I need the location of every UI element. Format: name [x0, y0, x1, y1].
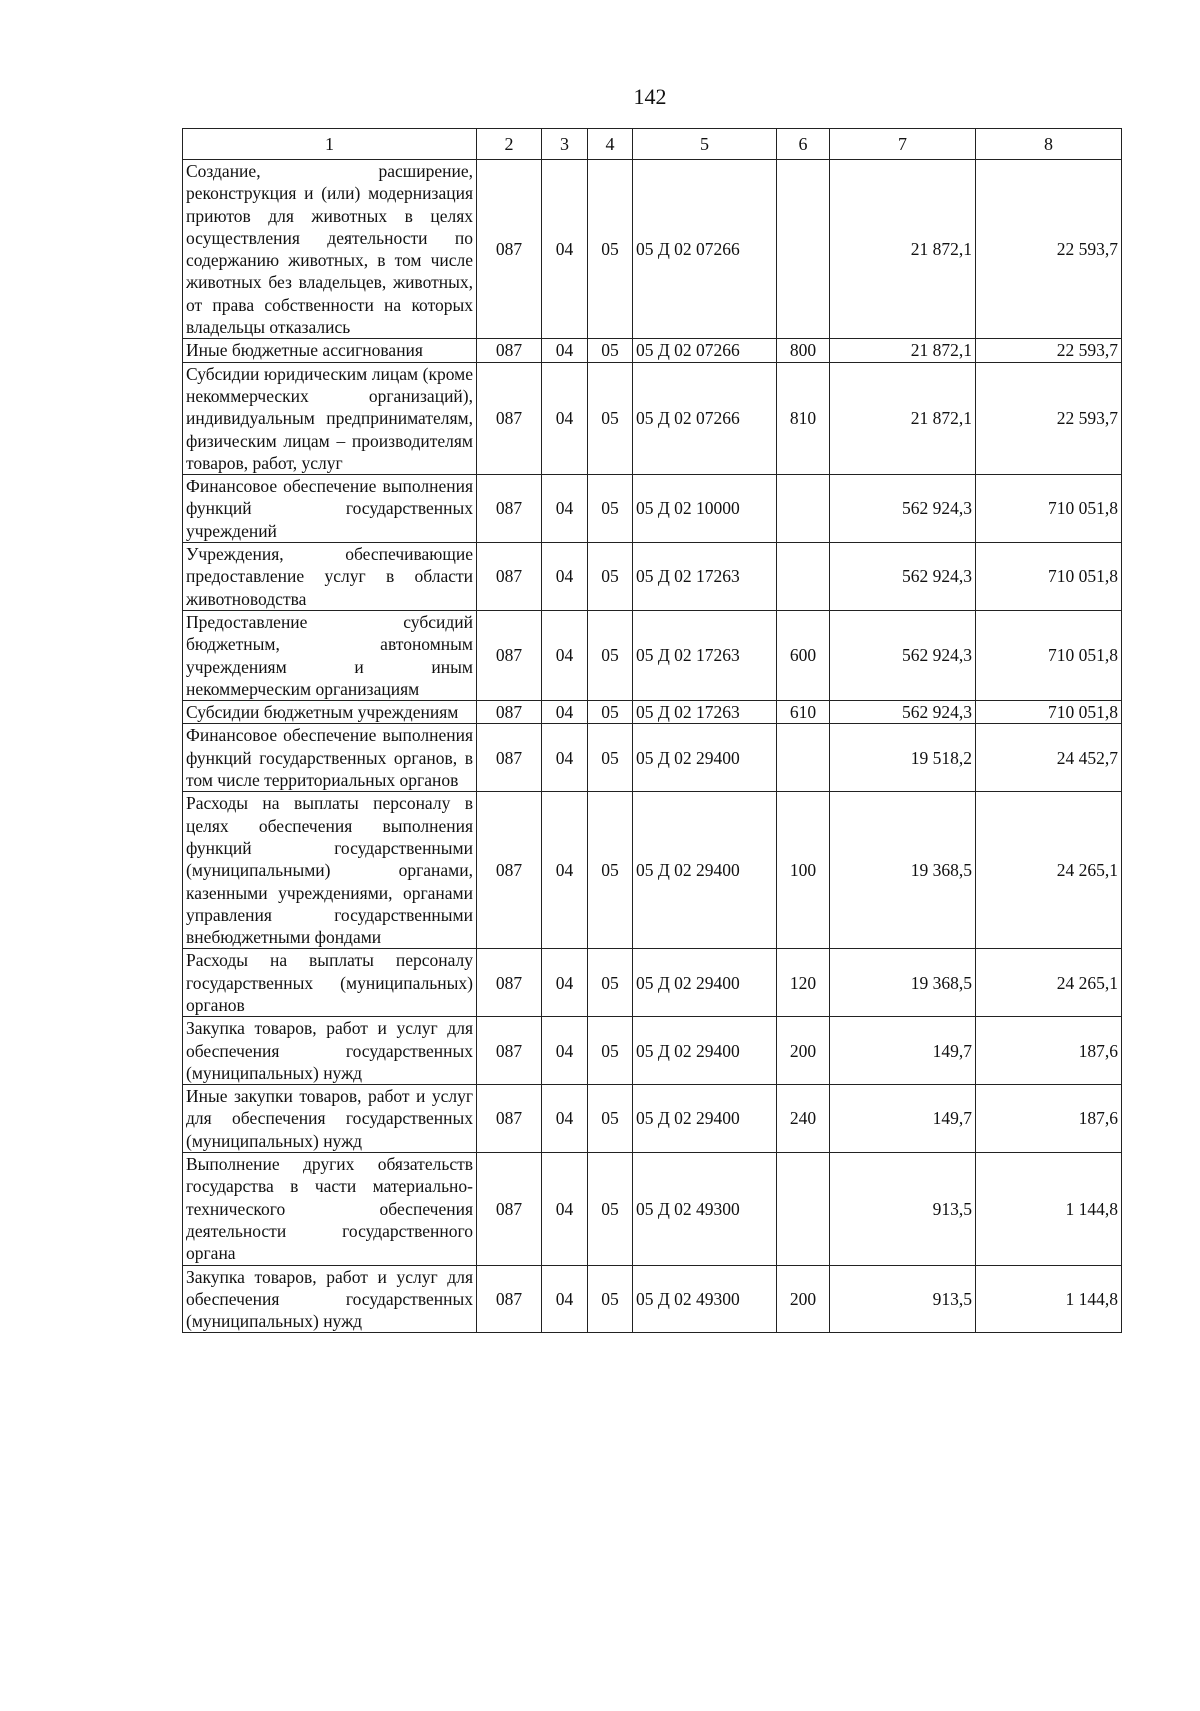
- target-article-cell: 05 Д 02 17263: [633, 543, 777, 611]
- admin-code-cell: 087: [477, 724, 542, 792]
- target-article-cell: 05 Д 02 49300: [633, 1265, 777, 1333]
- table-row: [183, 1153, 1122, 1265]
- row-name-cell: Расходы на выплаты персоналу в целях обеспечения выполнения функций государственными (муниципальными) органами, казенными учреждениями, органами управления государственными внебюджетными фондами: [183, 792, 477, 949]
- table-row: [183, 339, 1122, 362]
- admin-code-cell: 087: [477, 543, 542, 611]
- row-name-cell: Закупка товаров, работ и услуг для обеспечения государственных (муниципальных) нужд: [183, 1265, 477, 1333]
- amount-year2-cell: 24 265,1: [976, 949, 1122, 1017]
- table-row: [183, 610, 1122, 700]
- section-cell: 04: [542, 1085, 588, 1153]
- row-name-cell: Закупка товаров, работ и услуг для обеспечения государственных (муниципальных) нужд: [183, 1017, 477, 1085]
- admin-code-cell: 087: [477, 1017, 542, 1085]
- subsection-cell: 05: [588, 362, 633, 474]
- section-cell: 04: [542, 543, 588, 611]
- section-cell: 04: [542, 339, 588, 362]
- amount-year1-cell: 913,5: [830, 1153, 976, 1265]
- column-header: 1: [183, 129, 477, 160]
- admin-code-cell: 087: [477, 362, 542, 474]
- target-article-cell: 05 Д 02 29400: [633, 1085, 777, 1153]
- column-header: 8: [976, 129, 1122, 160]
- admin-code-cell: 087: [477, 1085, 542, 1153]
- table-body: [183, 160, 1122, 1333]
- target-article-cell: 05 Д 02 10000: [633, 475, 777, 543]
- table-row: [183, 1265, 1122, 1333]
- amount-year2-cell: 710 051,8: [976, 475, 1122, 543]
- amount-year2-cell: 1 144,8: [976, 1153, 1122, 1265]
- column-header: 2: [477, 129, 542, 160]
- amount-year2-cell: 710 051,8: [976, 701, 1122, 724]
- amount-year2-cell: 22 593,7: [976, 362, 1122, 474]
- expense-type-cell: 200: [777, 1265, 830, 1333]
- expense-type-cell: 800: [777, 339, 830, 362]
- amount-year1-cell: 19 368,5: [830, 792, 976, 949]
- table-row: [183, 1017, 1122, 1085]
- table-row: [183, 362, 1122, 474]
- column-header: 7: [830, 129, 976, 160]
- target-article-cell: 05 Д 02 29400: [633, 792, 777, 949]
- row-name-cell: Иные бюджетные ассигнования: [183, 339, 477, 362]
- section-cell: 04: [542, 1265, 588, 1333]
- header-row: [183, 129, 1122, 160]
- section-cell: 04: [542, 1153, 588, 1265]
- amount-year1-cell: 562 924,3: [830, 475, 976, 543]
- table-row: [183, 792, 1122, 949]
- expense-type-cell: 120: [777, 949, 830, 1017]
- amount-year1-cell: 562 924,3: [830, 701, 976, 724]
- row-name-cell: Иные закупки товаров, работ и услуг для обеспечения государственных (муниципальных) нужд: [183, 1085, 477, 1153]
- subsection-cell: 05: [588, 1153, 633, 1265]
- target-article-cell: 05 Д 02 07266: [633, 362, 777, 474]
- budget-table: [182, 128, 1122, 1333]
- expense-type-cell: [777, 160, 830, 339]
- table-row: [183, 1085, 1122, 1153]
- target-article-cell: 05 Д 02 29400: [633, 724, 777, 792]
- section-cell: 04: [542, 160, 588, 339]
- target-article-cell: 05 Д 02 07266: [633, 160, 777, 339]
- amount-year1-cell: 19 368,5: [830, 949, 976, 1017]
- column-header: 5: [633, 129, 777, 160]
- section-cell: 04: [542, 701, 588, 724]
- subsection-cell: 05: [588, 339, 633, 362]
- admin-code-cell: 087: [477, 701, 542, 724]
- row-name-cell: Субсидии бюджетным учреждениям: [183, 701, 477, 724]
- column-header: 4: [588, 129, 633, 160]
- row-name-cell: Предоставление субсидий бюджетным, автономным учреждениям и иным некоммерческим организациям: [183, 610, 477, 700]
- amount-year1-cell: 562 924,3: [830, 543, 976, 611]
- subsection-cell: 05: [588, 1265, 633, 1333]
- amount-year2-cell: 187,6: [976, 1085, 1122, 1153]
- row-name-cell: Учреждения, обеспечивающие предоставление услуг в области животноводства: [183, 543, 477, 611]
- row-name-cell: Расходы на выплаты персоналу государственных (муниципальных) органов: [183, 949, 477, 1017]
- row-name-cell: Выполнение других обязательств государства в части материально-технического обеспечения деятельности государственного органа: [183, 1153, 477, 1265]
- admin-code-cell: 087: [477, 160, 542, 339]
- column-header: 6: [777, 129, 830, 160]
- target-article-cell: 05 Д 02 17263: [633, 610, 777, 700]
- amount-year2-cell: 187,6: [976, 1017, 1122, 1085]
- section-cell: 04: [542, 362, 588, 474]
- row-name-cell: Создание, расширение, реконструкция и (или) модернизация приютов для животных в целях осуществления деятельности по содержанию животных, в том числе животных без владельцев, животных, от права собственности на которых владельцы отказались: [183, 160, 477, 339]
- admin-code-cell: 087: [477, 1153, 542, 1265]
- amount-year1-cell: 19 518,2: [830, 724, 976, 792]
- subsection-cell: 05: [588, 543, 633, 611]
- amount-year2-cell: 710 051,8: [976, 610, 1122, 700]
- expense-type-cell: [777, 724, 830, 792]
- subsection-cell: 05: [588, 792, 633, 949]
- expense-type-cell: 600: [777, 610, 830, 700]
- amount-year1-cell: 913,5: [830, 1265, 976, 1333]
- amount-year2-cell: 710 051,8: [976, 543, 1122, 611]
- admin-code-cell: 087: [477, 475, 542, 543]
- admin-code-cell: 087: [477, 339, 542, 362]
- section-cell: 04: [542, 792, 588, 949]
- subsection-cell: 05: [588, 724, 633, 792]
- target-article-cell: 05 Д 02 29400: [633, 949, 777, 1017]
- subsection-cell: 05: [588, 949, 633, 1017]
- amount-year2-cell: 1 144,8: [976, 1265, 1122, 1333]
- expense-type-cell: 610: [777, 701, 830, 724]
- column-header: 3: [542, 129, 588, 160]
- table-row: [183, 543, 1122, 611]
- amount-year1-cell: 149,7: [830, 1017, 976, 1085]
- subsection-cell: 05: [588, 1017, 633, 1085]
- section-cell: 04: [542, 1017, 588, 1085]
- table-row: [183, 724, 1122, 792]
- table-row: [183, 701, 1122, 724]
- section-cell: 04: [542, 724, 588, 792]
- row-name-cell: Субсидии юридическим лицам (кроме некоммерческих организаций), индивидуальным предпринимателям, физическим лицам – производителям товаров, работ, услуг: [183, 362, 477, 474]
- admin-code-cell: 087: [477, 792, 542, 949]
- amount-year1-cell: 562 924,3: [830, 610, 976, 700]
- table-row: [183, 949, 1122, 1017]
- subsection-cell: 05: [588, 701, 633, 724]
- table-row: [183, 475, 1122, 543]
- target-article-cell: 05 Д 02 29400: [633, 1017, 777, 1085]
- subsection-cell: 05: [588, 475, 633, 543]
- target-article-cell: 05 Д 02 07266: [633, 339, 777, 362]
- row-name-cell: Финансовое обеспечение выполнения функций государственных органов, в том числе территориальных органов: [183, 724, 477, 792]
- target-article-cell: 05 Д 02 17263: [633, 701, 777, 724]
- admin-code-cell: 087: [477, 949, 542, 1017]
- subsection-cell: 05: [588, 610, 633, 700]
- section-cell: 04: [542, 475, 588, 543]
- expense-type-cell: [777, 1153, 830, 1265]
- expense-type-cell: 240: [777, 1085, 830, 1153]
- row-name-cell: Финансовое обеспечение выполнения функций государственных учреждений: [183, 475, 477, 543]
- section-cell: 04: [542, 610, 588, 700]
- expense-type-cell: 810: [777, 362, 830, 474]
- amount-year2-cell: 24 452,7: [976, 724, 1122, 792]
- amount-year1-cell: 21 872,1: [830, 362, 976, 474]
- target-article-cell: 05 Д 02 49300: [633, 1153, 777, 1265]
- admin-code-cell: 087: [477, 610, 542, 700]
- expense-type-cell: [777, 543, 830, 611]
- expense-type-cell: 100: [777, 792, 830, 949]
- amount-year2-cell: 24 265,1: [976, 792, 1122, 949]
- subsection-cell: 05: [588, 1085, 633, 1153]
- expense-type-cell: 200: [777, 1017, 830, 1085]
- amount-year2-cell: 22 593,7: [976, 160, 1122, 339]
- amount-year1-cell: 21 872,1: [830, 339, 976, 362]
- subsection-cell: 05: [588, 160, 633, 339]
- amount-year1-cell: 21 872,1: [830, 160, 976, 339]
- page-number: 142: [633, 84, 667, 109]
- table-row: [183, 160, 1122, 339]
- expense-type-cell: [777, 475, 830, 543]
- section-cell: 04: [542, 949, 588, 1017]
- admin-code-cell: 087: [477, 1265, 542, 1333]
- amount-year2-cell: 22 593,7: [976, 339, 1122, 362]
- amount-year1-cell: 149,7: [830, 1085, 976, 1153]
